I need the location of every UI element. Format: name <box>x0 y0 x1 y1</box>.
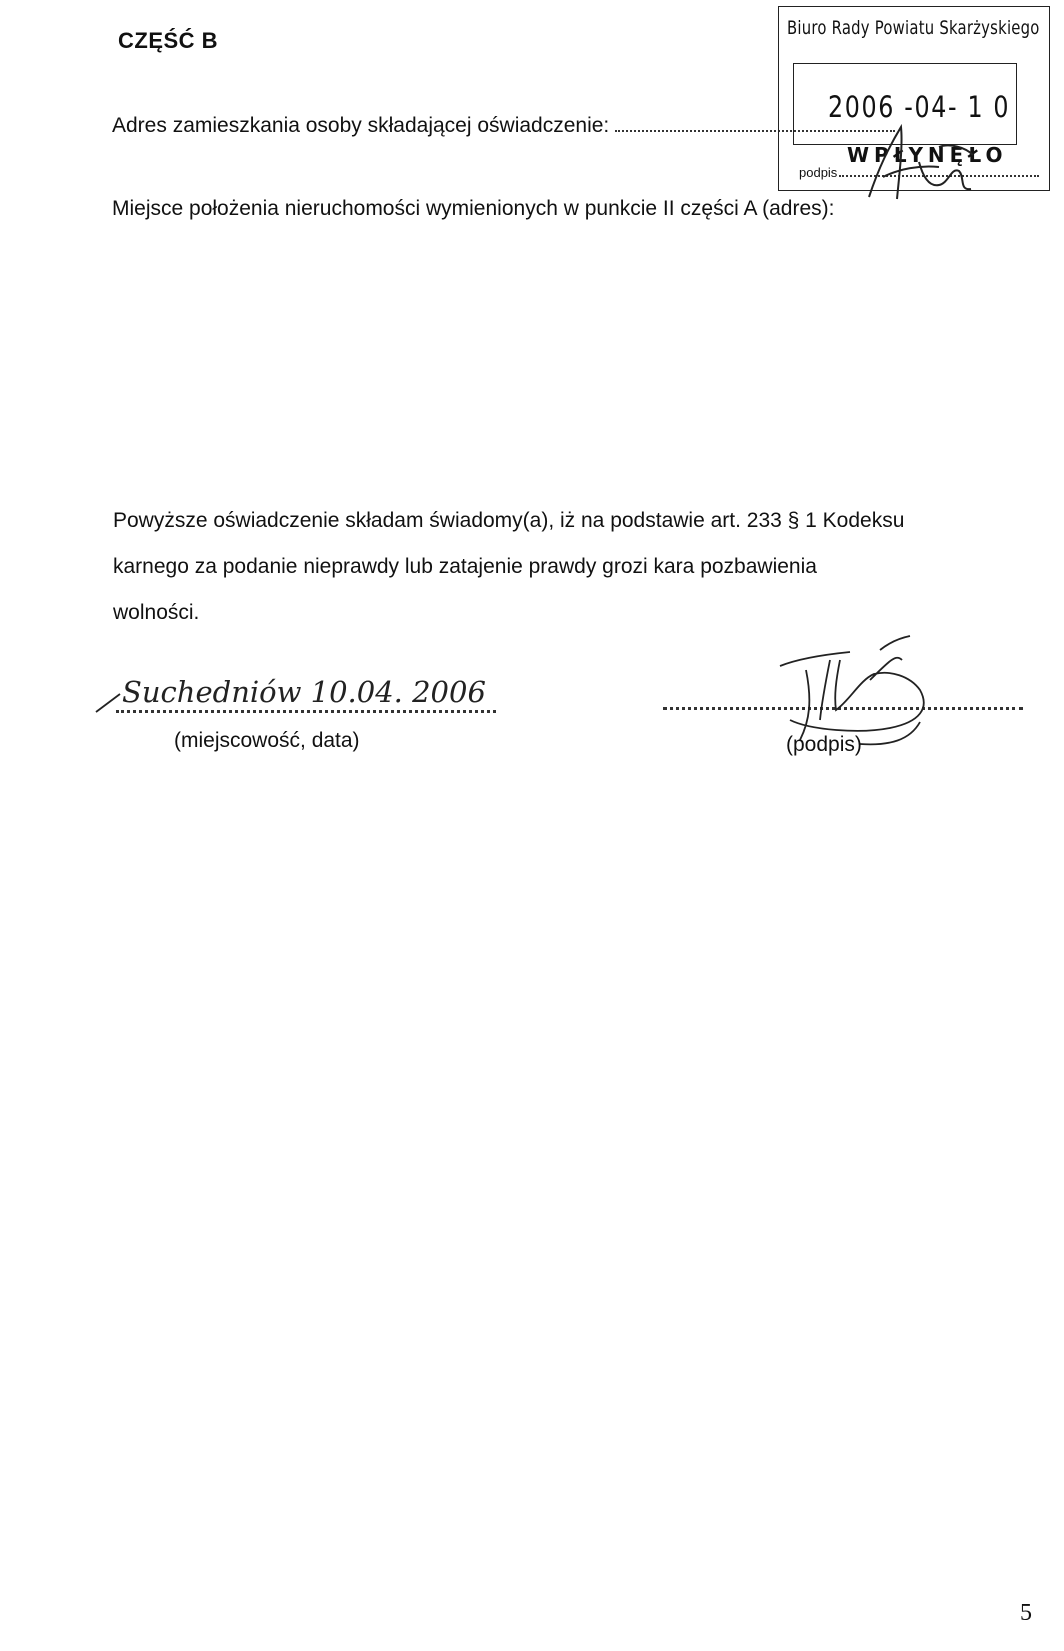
declaration-line-3: wolności. <box>113 601 200 624</box>
place-date-caption: (miejscowość, data) <box>174 729 360 752</box>
received-stamp <box>778 6 1050 191</box>
place-date-field <box>92 672 512 716</box>
declaration-line-1: Powyższe oświadczenie składam świadomy(a), iż na podstawie art. 233 § 1 Kodeksu <box>113 509 905 532</box>
place-date-dotted-line <box>116 710 496 713</box>
page-number: 5 <box>1020 1600 1032 1626</box>
stamp-initials-scribble <box>839 107 989 207</box>
stamp-header: Biuro Rady Powiatu Skarżyskiego <box>787 17 1040 39</box>
stamp-date: 2006 -04- 1 0 <box>828 90 1011 124</box>
declaration-paragraph <box>113 498 1053 636</box>
signature-caption: (podpis) <box>786 733 862 756</box>
stamp-signature-label: podpis <box>799 165 838 180</box>
stamp-received-text: WPŁYNĘŁO <box>847 143 1008 167</box>
declaration-line-2: karnego za podanie nieprawdy lub zatajenie prawdy grozi kara pozbawienia <box>113 555 817 578</box>
address-label: Adres zamieszkania osoby składającej oświadczenie: <box>112 114 610 137</box>
property-location-label: Miejsce położenia nieruchomości wymienionych w punkcie II części A (adres): <box>112 197 835 220</box>
section-heading: CZĘŚĆ B <box>118 28 219 53</box>
place-date-handwritten: Suchedniów 10.04. 2006 <box>122 675 486 709</box>
